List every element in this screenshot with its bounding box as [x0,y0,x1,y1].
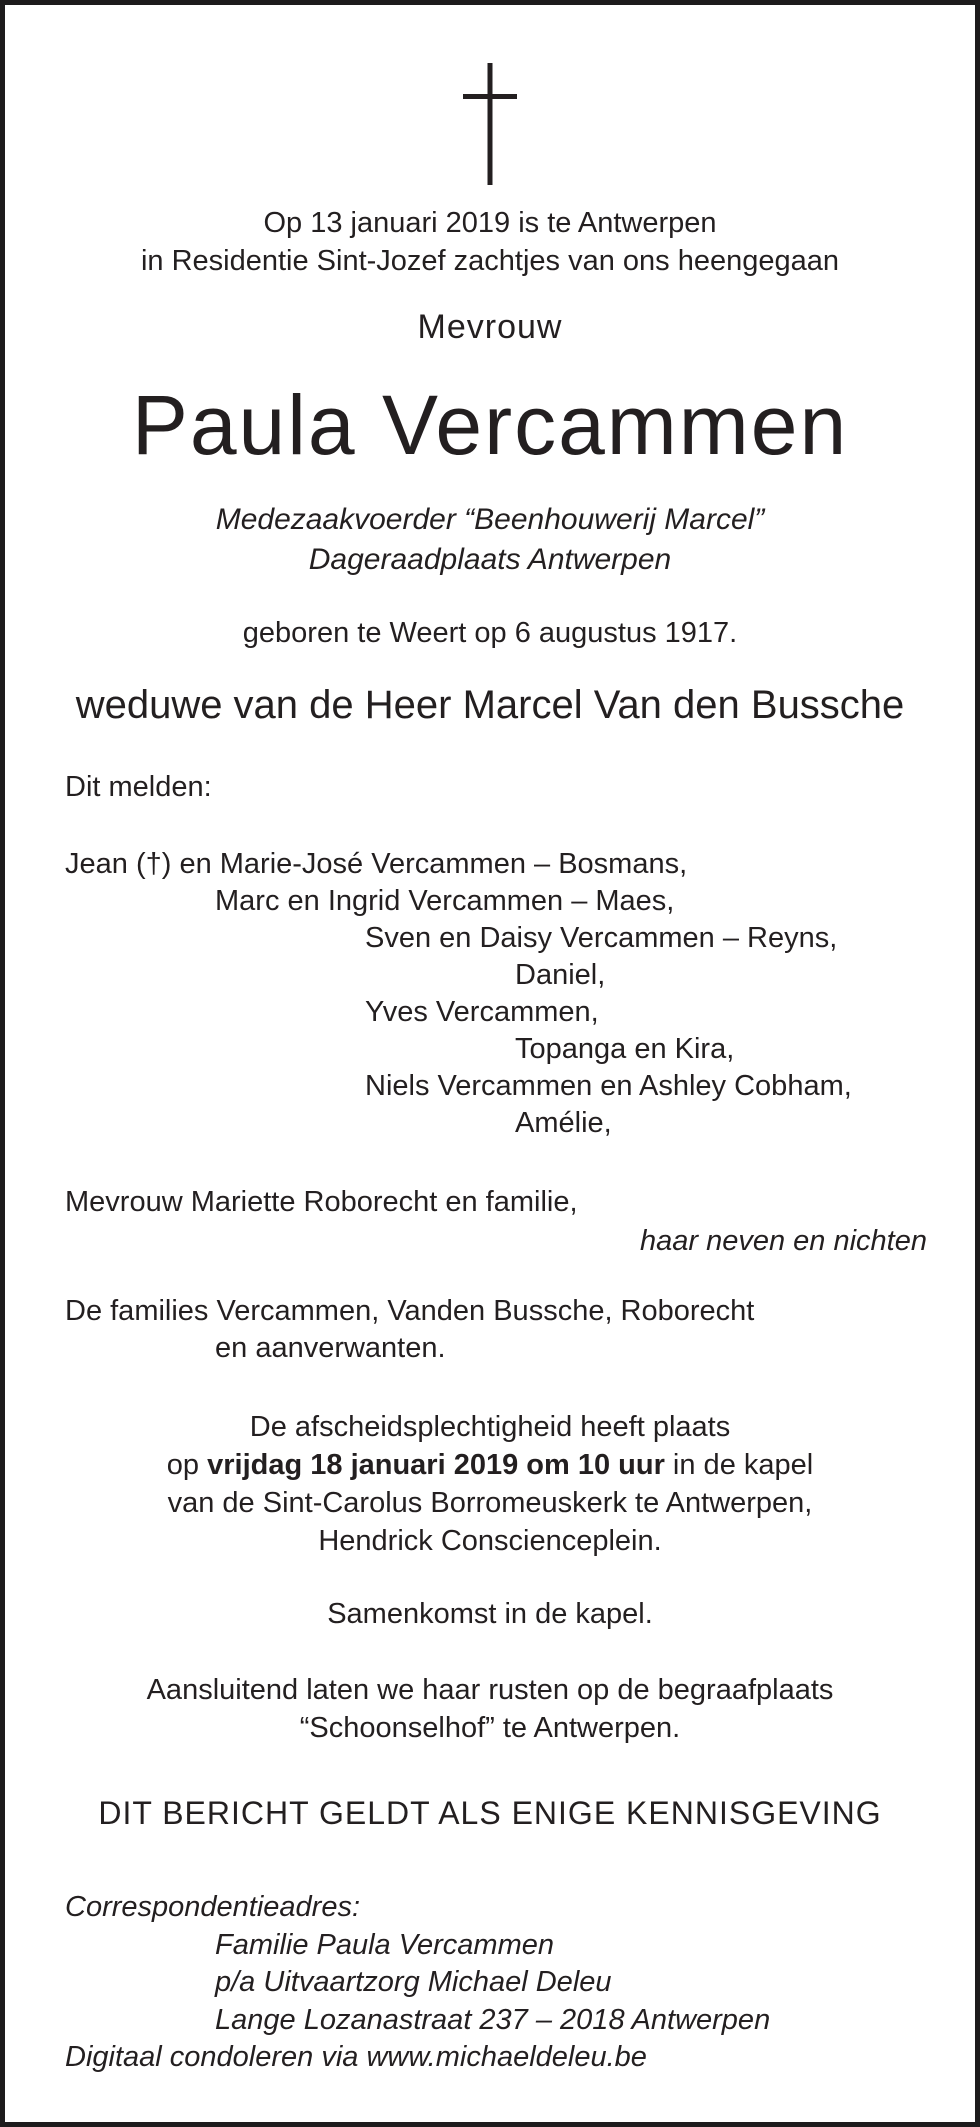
correspondence-address-line: Lange Lozanastraat 237 – 2018 Antwerpen [215,2003,771,2036]
memorial-cross-icon [463,63,517,185]
subtitle-line-1: Medezaakvoerder “Beenhouwerij Marcel” [215,503,765,536]
ceremony-line-2-prefix: op [166,1449,208,1481]
salutation: Mevrouw [417,308,563,346]
burial-line-1: Aansluitend laten we haar rusten op de begraafplaats [146,1674,834,1706]
intro-text [65,204,915,280]
intro-line-1: Op 13 januari 2019 is te Antwerpen [263,207,717,239]
relative-line: Niels Vercammen en Ashley Cobham, [365,1070,852,1102]
subtitle-line-2: Dageraadplaats Antwerpen [308,543,672,576]
relative-line: Jean (†) en Marie-José Vercammen – Bosmans, [65,848,688,880]
correspondence-block [65,1889,915,2077]
relatives-list [65,846,915,1142]
correspondence-address-line: Familie Paula Vercammen [215,1928,554,1961]
correspondence-label: Correspondentieadres: [65,1891,361,1923]
ceremony-line-2-suffix: in de kapel [664,1449,814,1481]
ceremony-line-4: Hendrick Conscienceplein. [318,1525,662,1557]
deceased-name: Paula Vercammen [131,378,849,472]
ceremony-date-time: vrijdag 18 januari 2019 om 10 uur [207,1449,665,1481]
ceremony-line-1: De afscheidsplechtigheid heeft plaats [249,1411,731,1443]
relative-line: Daniel, [515,959,606,991]
families-line-2: en aanverwanten. [215,1332,446,1364]
families-line-1: De families Vercammen, Vanden Bussche, Roborecht [65,1295,755,1327]
correspondence-address-line: p/a Uitvaartzorg Michael Deleu [215,1966,612,1998]
relative-line: Sven en Daisy Vercammen – Reyns, [365,922,838,954]
intro-line-2: in Residentie Sint-Jozef zachtjes van ons heengegaan [140,245,840,277]
deceased-subtitle [65,500,915,580]
widow-line: weduwe van de Heer Marcel Van den Bussche [75,683,905,727]
mariette-line: Mevrouw Mariette Roborecht en familie, [65,1186,578,1218]
gathering-line: Samenkomst in de kapel. [327,1598,653,1630]
announce-label: Dit melden: [65,771,212,803]
ceremony-line-3: van de Sint-Carolus Borromeuskerk te Antwerpen, [167,1487,813,1519]
burial-line-2: “Schoonselhof” te Antwerpen. [299,1712,681,1744]
cross-vertical-bar [488,63,493,185]
relative-line: Topanga en Kira, [515,1033,735,1065]
burial-block [65,1671,915,1747]
families-block [65,1293,915,1367]
birth-line: geboren te Weert op 6 augustus 1917. [242,617,738,649]
cross-horizontal-bar [463,94,517,99]
ceremony-line-2 [65,1446,915,1484]
nieces-line: haar neven en nichten [640,1225,927,1257]
digital-condolence-line: Digitaal condoleren via www.michaeldeleu.be [65,2041,647,2073]
ceremony-block [65,1408,915,1560]
notice-line: DIT BERICHT GELDT ALS ENIGE KENNISGEVING [98,1795,882,1831]
relative-line: Marc en Ingrid Vercammen – Maes, [215,885,675,917]
relative-line: Yves Vercammen, [365,996,599,1028]
relative-line: Amélie, [515,1107,612,1139]
